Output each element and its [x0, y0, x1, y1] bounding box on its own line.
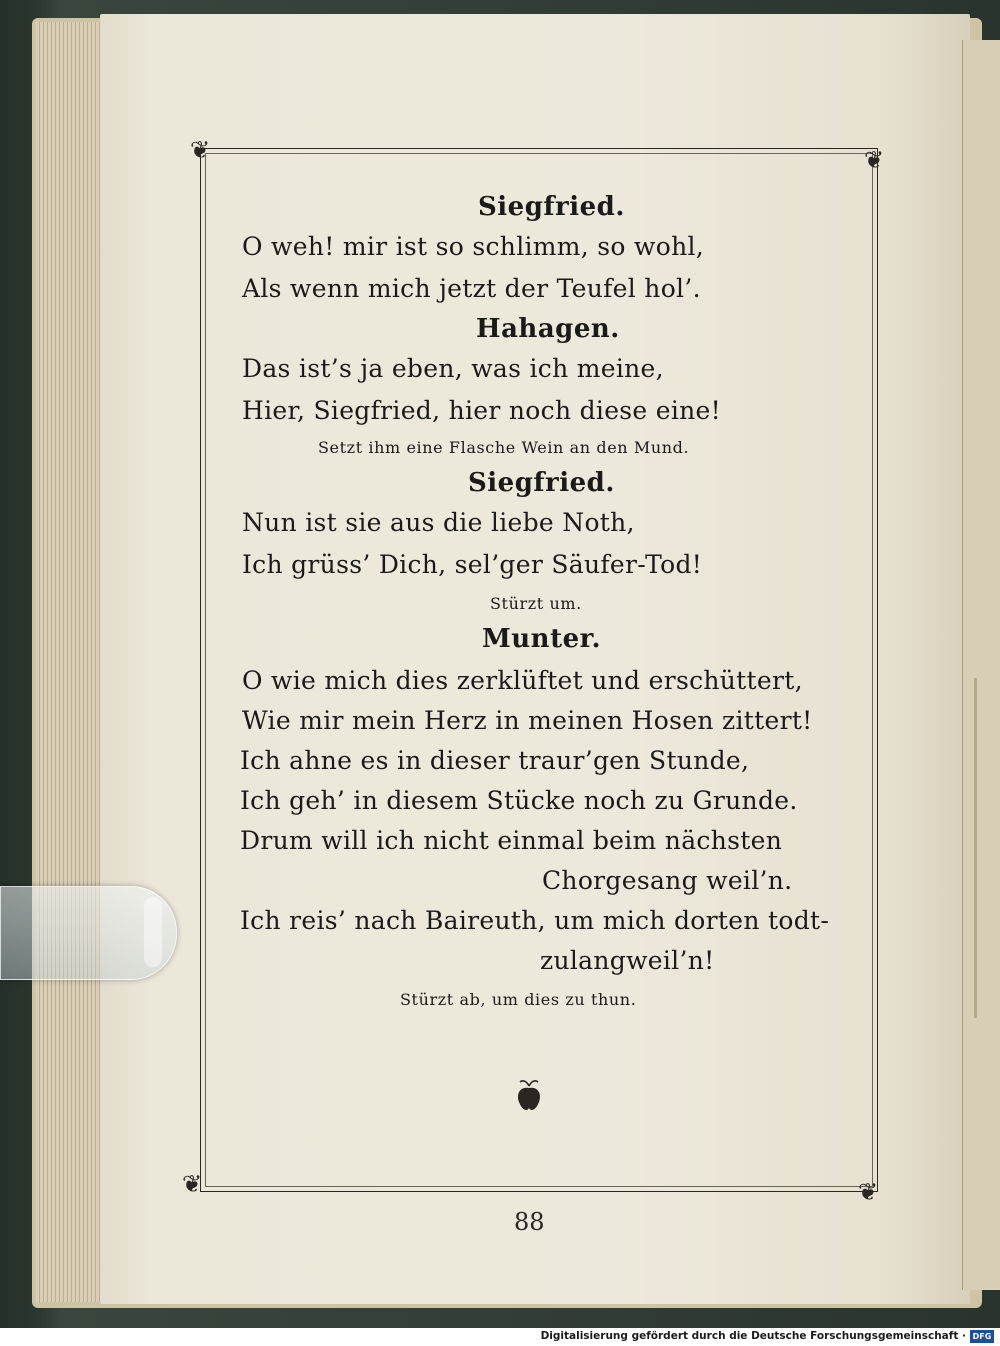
facing-page-edge: [962, 40, 1000, 1290]
stage-direction: Stürzt ab, um dies zu thun.: [400, 990, 637, 1009]
verse-line: Ich grüss’ Dich, sel’ger Säufer-Tod!: [242, 550, 703, 579]
verse-line-continuation: Chorgesang weil’n.: [542, 866, 793, 895]
corner-ornament-icon: ❦: [864, 146, 885, 174]
verse-line: Ich ahne es in dieser traur’gen Stunde,: [240, 746, 750, 775]
verse-line: Das ist’s ja eben, was ich meine,: [242, 354, 664, 383]
speaker-name: Munter.: [482, 624, 602, 654]
binding-thread: [962, 678, 977, 1018]
verse-line: Drum will ich nicht einmal beim nächsten: [240, 826, 783, 855]
corner-ornament-icon: ❦: [190, 136, 211, 164]
verse-line: Ich reis’ nach Baireuth, um mich dorten todt-: [240, 906, 830, 935]
verse-line: Wie mir mein Herz in meinen Hosen zittert!: [242, 706, 813, 735]
corner-ornament-icon: ❦: [858, 1178, 879, 1206]
bookmark-clip: [0, 886, 177, 980]
verse-line: O wie mich dies zerklüftet und erschüttert,: [242, 666, 803, 695]
verse-line: O weh! mir ist so schlimm, so wohl,: [242, 232, 705, 261]
verse-line: Als wenn mich jetzt der Teufel hol’.: [242, 274, 701, 303]
stage-direction: Setzt ihm eine Flasche Wein an den Mund.: [318, 438, 690, 457]
footer-bar: [0, 1328, 1000, 1346]
verse-line: Hier, Siegfried, hier noch diese eine!: [242, 396, 721, 425]
funding-note: Digitalisierung gefördert durch die Deutsche Forschungsgemeinschaft ·: [540, 1330, 966, 1342]
verse-line-continuation: zulangweil’n!: [540, 946, 715, 975]
dfg-logo: DFG: [970, 1330, 994, 1343]
speaker-name: Siegfried.: [478, 192, 625, 222]
speaker-name: Hahagen.: [476, 314, 620, 344]
verse-line: Ich geh’ in diesem Stücke noch zu Grunde.: [240, 786, 798, 815]
stage-direction: Stürzt um.: [490, 594, 582, 613]
corner-ornament-icon: ❦: [182, 1170, 203, 1198]
verse-line: Nun ist sie aus die liebe Noth,: [242, 508, 635, 537]
speaker-name: Siegfried.: [468, 468, 615, 498]
page-number: 88: [514, 1208, 545, 1236]
fruit-ornament-icon: [514, 1078, 544, 1114]
